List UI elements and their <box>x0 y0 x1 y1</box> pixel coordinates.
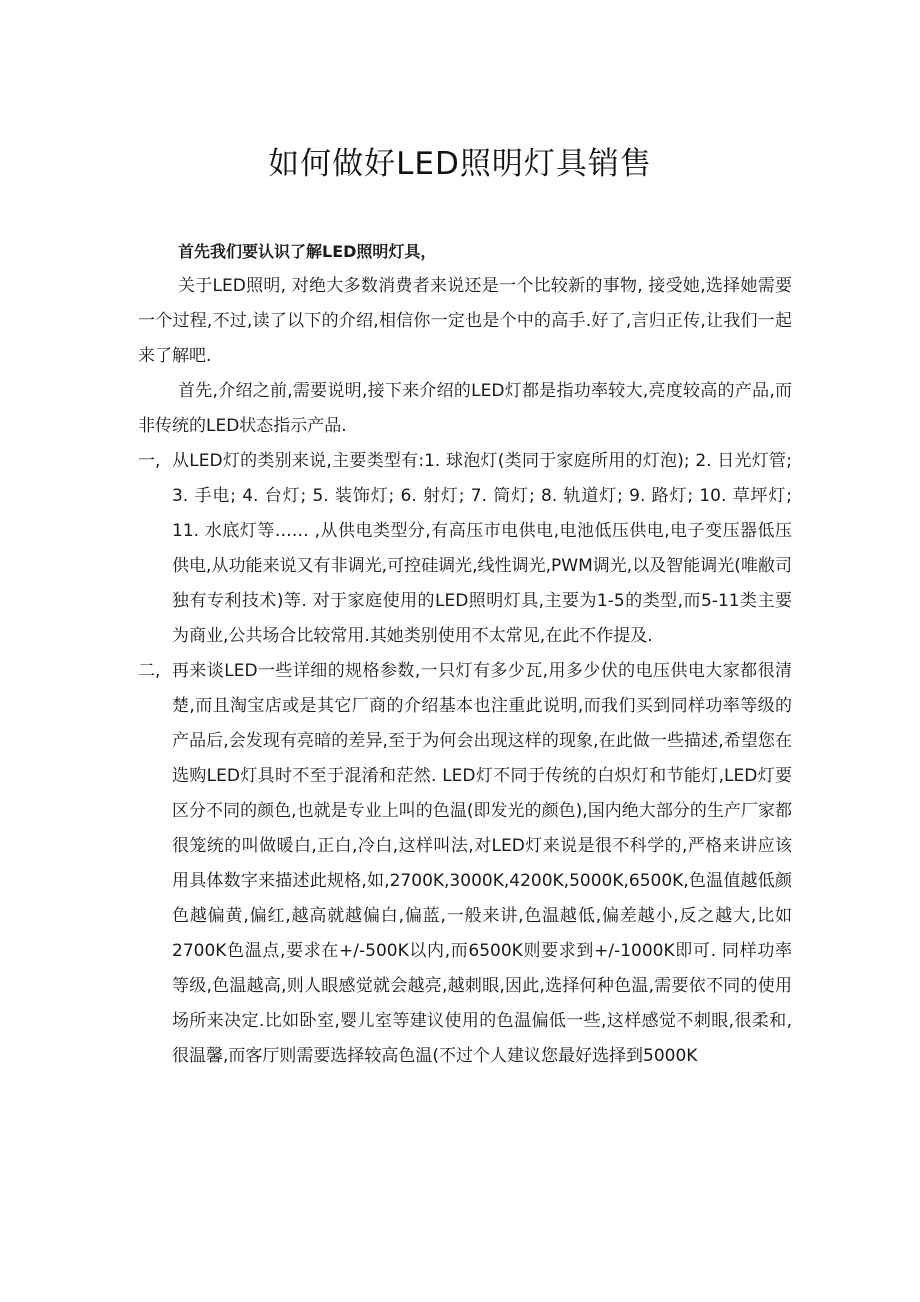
note-paragraph: 首先,介绍之前,需要说明,接下来介绍的LED灯都是指功率较大,亮度较高的产品,而非传统的LED状态指示产品. <box>138 381 792 436</box>
list-item-1 <box>138 444 792 654</box>
list-marker-2: 二, <box>138 661 161 681</box>
document-body <box>138 234 792 1074</box>
list-marker-1: 一, <box>138 451 161 471</box>
list-text-1: 从LED灯的类别来说,主要类型有:1. 球泡灯(类同于家庭所用的灯泡); 2. 日光灯管; 3. 手电; 4. 台灯; 5. 装饰灯; 6. 射灯; 7. 筒灯; 8. 轨道灯; 9. 路灯; 10. 草坪灯; 11. 水底灯等…… ,从供电类型分,有高压市电供电,电池低压供电,电子变压器低压供电,从功能来说又有非调光,可控硅调光,线性调光,PWM调光,以及智能调光(唯敝司独有专利技术)等. 对于家庭使用的LED照明灯具,主要为1-5的类型,而5-11类主要为商业,公共场合比较常用.其她类别使用不太常见,在此不作提及. <box>172 451 792 646</box>
list-text-2: 再来谈LED一些详细的规格参数,一只灯有多少瓦,用多少伏的电压供电大家都很清楚,而且淘宝店或是其它厂商的介绍基本也注重此说明,而我们买到同样功率等级的产品后,会发现有亮暗的差异,至于为何会出现这样的现象,在此做一些描述,希望您在选购LED灯具时不至于混淆和茫然. LED灯不同于传统的白炽灯和节能灯,LED灯要区分不同的颜色,也就是专业上叫的色温(即发光的颜色),国内绝大部分的生产厂家都很笼统的叫做暖白,正白,冷白,这样叫法,对LED灯来说是很不科学的,严格来讲应该用具体数字来描述此规格,如,2700K,3000K,4200K,5000K,6500K,色温值越低颜色越偏黄,偏红,越高就越偏白,偏蓝,一般来讲,色温越低,偏差越小,反之越大,比如2700K色温点,要求在+/-500K以内,而6500K则要求到+/-1000K即可. 同样功率等级,色温越高,则人眼感觉就会越亮,越刺眼,因此,选择何种色温,需要依不同的使用场所来决定.比如卧室,婴儿室等建议使用的色温偏低一些,这样感觉不刺眼,很柔和,很温馨,而客厅则需要选择较高色温(不过个人建议您最好选择到5000K <box>172 661 792 1066</box>
list-item-2 <box>138 654 792 1074</box>
lead-paragraph: 首先我们要认识了解LED照明灯具， <box>178 242 437 261</box>
intro-paragraph: 关于LED照明, 对绝大多数消费者来说还是一个比较新的事物, 接受她,选择她需要一个过程,不过,读了以下的介绍,相信你一定也是个中的高手.好了,言归正传,让我们一起来了解吧. <box>138 276 792 366</box>
page-title-text: 如何做好LED照明灯具销售 <box>268 146 652 182</box>
page-title <box>0 140 920 188</box>
